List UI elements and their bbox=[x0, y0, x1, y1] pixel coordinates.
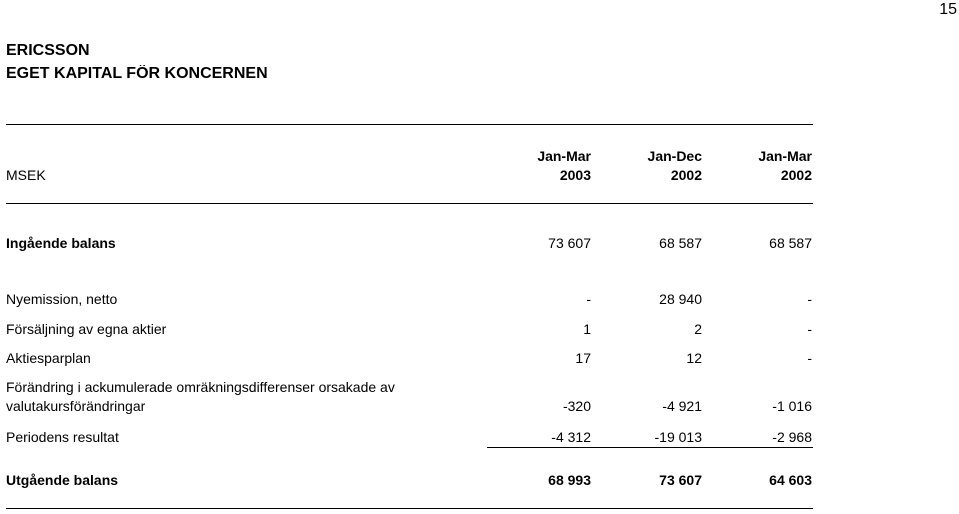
col2-period: Jan-Dec bbox=[647, 148, 702, 164]
bottom-rule bbox=[6, 508, 813, 509]
top-rule bbox=[6, 124, 813, 125]
row-label: valutakursförändringar bbox=[6, 398, 146, 414]
table-cell: - bbox=[807, 291, 812, 307]
report-title: EGET KAPITAL FÖR KONCERNEN bbox=[6, 65, 268, 82]
col3-period: Jan-Mar bbox=[758, 148, 812, 164]
row-label: Förändring i ackumulerade omräkningsdifferenser orsakade av bbox=[6, 379, 395, 395]
table-cell: 68 993 bbox=[548, 472, 591, 488]
table-cell: 73 607 bbox=[659, 472, 702, 488]
table-cell: -2 968 bbox=[772, 429, 812, 445]
row-label-opening-balance: Ingående balans bbox=[6, 235, 116, 251]
page-number: 15 bbox=[939, 1, 957, 18]
table-cell: -1 016 bbox=[772, 398, 812, 414]
table-cell: - bbox=[586, 291, 591, 307]
table-cell: -320 bbox=[562, 398, 591, 414]
col1-period: Jan-Mar bbox=[537, 148, 591, 164]
row-label: Periodens resultat bbox=[6, 429, 119, 445]
table-cell: -19 013 bbox=[654, 429, 702, 445]
row-label-closing-balance: Utgående balans bbox=[6, 472, 119, 488]
col2-year: 2002 bbox=[670, 167, 702, 183]
unit-label: MSEK bbox=[6, 167, 46, 183]
col3-year: 2002 bbox=[780, 167, 812, 183]
table-cell: 68 587 bbox=[769, 235, 812, 251]
table-cell: 2 bbox=[694, 321, 702, 337]
table-cell: 68 587 bbox=[659, 235, 702, 251]
header-rule bbox=[6, 203, 813, 204]
table-cell: 28 940 bbox=[659, 291, 702, 307]
row-label: Nyemission, netto bbox=[6, 291, 118, 307]
col1-year: 2003 bbox=[559, 167, 591, 183]
table-cell: 1 bbox=[583, 321, 591, 337]
subtotal-rule bbox=[487, 447, 813, 448]
table-cell: 12 bbox=[686, 350, 702, 366]
company-name: ERICSSON bbox=[6, 42, 90, 59]
table-cell: - bbox=[807, 350, 812, 366]
row-label: Aktiesparplan bbox=[6, 350, 91, 366]
table-cell: -4 921 bbox=[662, 398, 702, 414]
table-cell: 17 bbox=[575, 350, 591, 366]
table-cell: - bbox=[807, 321, 812, 337]
table-cell: 64 603 bbox=[769, 472, 812, 488]
table-cell: 73 607 bbox=[548, 235, 591, 251]
table-cell: -4 312 bbox=[551, 429, 591, 445]
row-label: Försäljning av egna aktier bbox=[6, 321, 167, 337]
